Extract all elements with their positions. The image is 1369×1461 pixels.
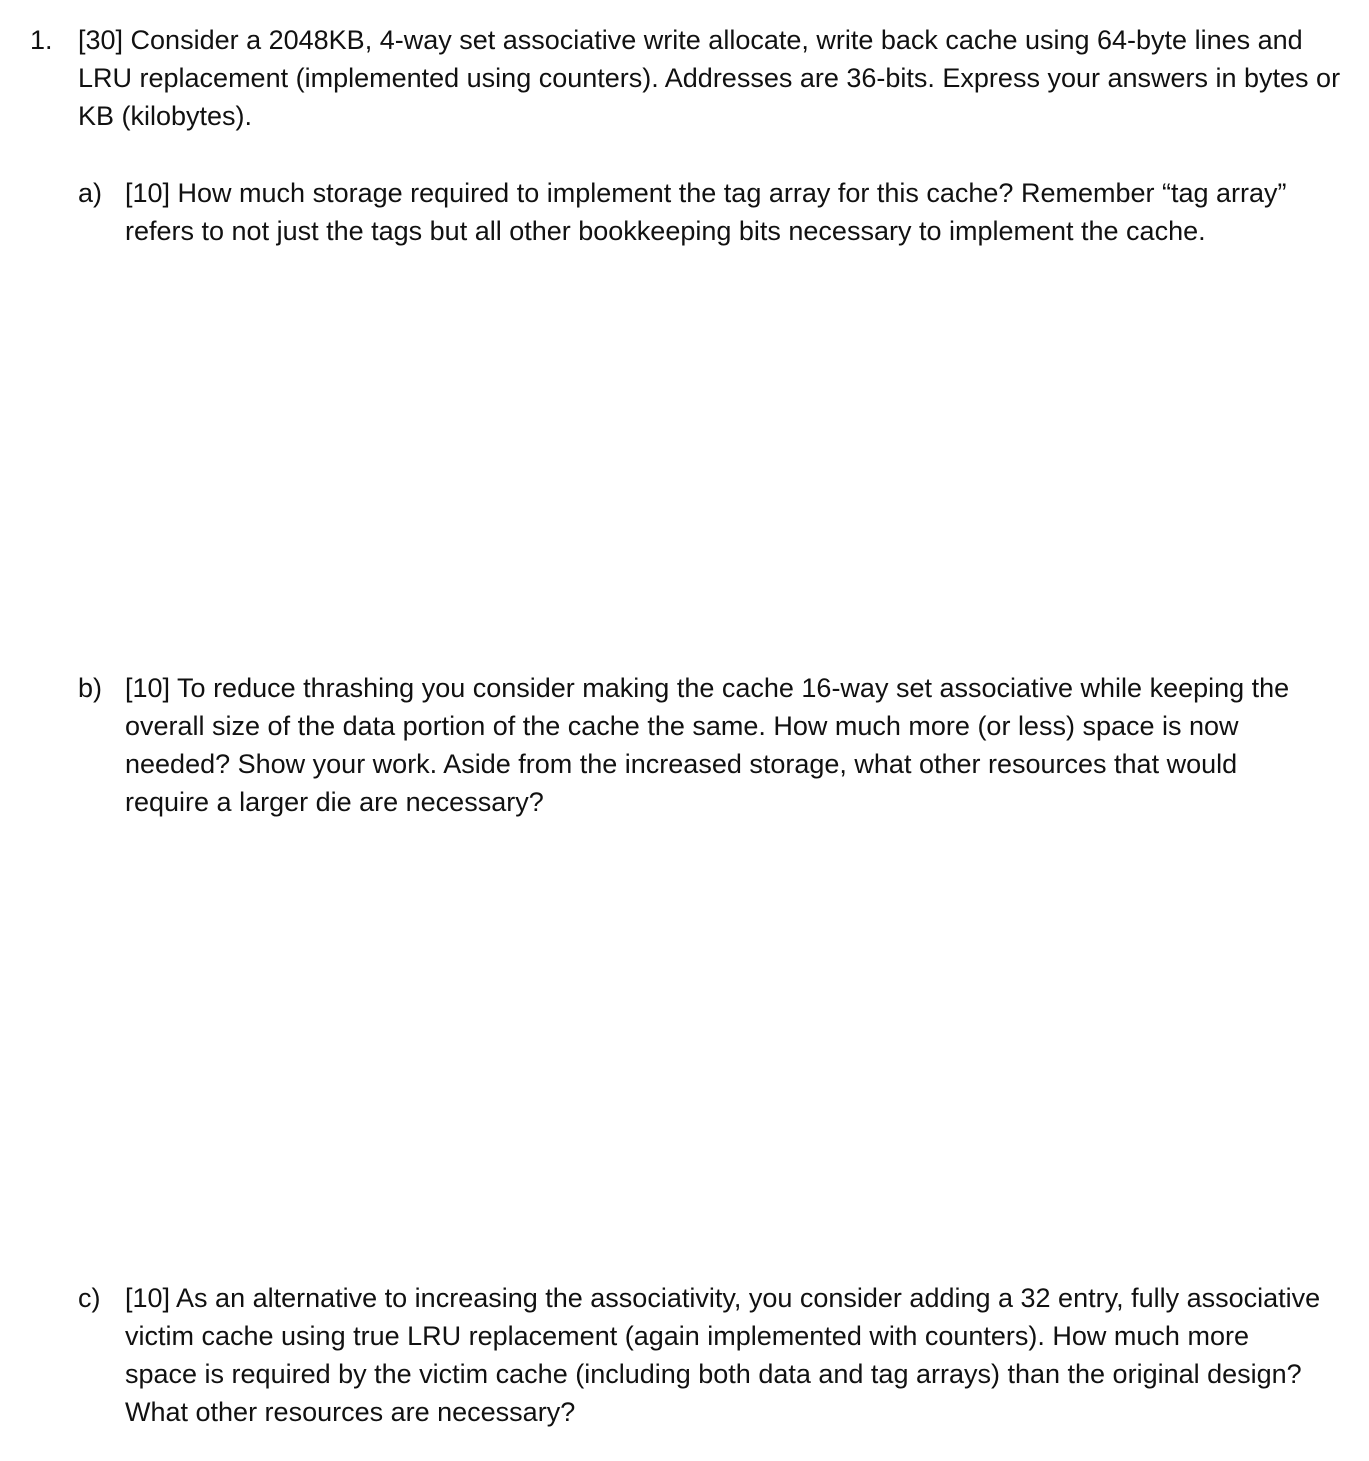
part-c-letter: c) xyxy=(78,1283,101,1313)
part-b-letter: b) xyxy=(78,673,103,703)
question-number: 1. xyxy=(30,25,53,55)
part-b-text: [10] To reduce thrashing you consider making the cache 16-way set associative while keeping the overall size of the data portion of the cache the same. How much more (or less) space is now needed? Show your work. Aside from the increased storage, what other resources that would require a larger die are necessary? xyxy=(125,673,1290,817)
part-c-text: [10] As an alternative to increasing the associativity, you consider adding a 32 entry, fully associative victim cache using true LRU replacement (again implemented with counters). How much more space is required by the victim cache (including both data and tag arrays) than the original design? What other resources are necessary? xyxy=(125,1283,1321,1427)
question-text: [30] Consider a 2048KB, 4-way set associative write allocate, write back cache using 64-byte lines and LRU replacement (implemented using counters). Addresses are 36-bits. Express your answers in bytes or KB (kilobytes). xyxy=(78,25,1341,131)
answer-space-b xyxy=(125,825,1325,1265)
part-a-text: [10] How much storage required to implement the tag array for this cache? Remember “tag array” refers to not just the tags but all other bookkeeping bits necessary to implement the cache. xyxy=(125,178,1287,246)
answer-space-c xyxy=(125,1435,1325,1455)
part-a-letter: a) xyxy=(78,178,103,208)
answer-space-a xyxy=(125,290,1325,650)
